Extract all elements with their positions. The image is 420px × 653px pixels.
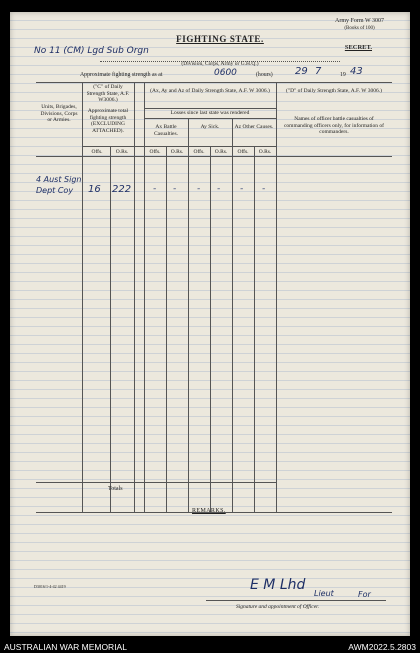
row-ax-ors: - [173, 184, 177, 194]
form-title: FIGHTING STATE. [176, 34, 264, 44]
remarks-label: REMARKS. [192, 508, 226, 514]
header-az: Az Other Causes. [234, 124, 274, 130]
col-sep-ay [188, 118, 189, 512]
header-approx-total: Approximate total fighting strength (EXCLUDING ATTACHED). [87, 108, 129, 134]
signature-line [206, 600, 386, 601]
form-sheet [10, 12, 410, 636]
col-sep-ay-inner [210, 146, 211, 512]
date-day: 29 [295, 66, 308, 77]
row-az-offs: - [240, 184, 244, 194]
sub-ay-offs: Offs. [193, 149, 205, 155]
col-sep-az-inner [254, 146, 255, 512]
division-caption: (Division, Corps, Army or G.H.Q.) [181, 61, 259, 67]
sub-ax-ors: O.Rs. [170, 149, 184, 155]
header-c: ("C" of Daily Strength State, A.F. W3006.) [86, 84, 130, 103]
header-ax: Ax Battle Casualties. [154, 124, 178, 137]
sub-ors: O.Rs. [115, 149, 129, 155]
row-unit: 4 Aust Sign Dept Coy [36, 175, 82, 195]
date-month: 7 [315, 66, 322, 77]
army-form-number: Army Form W 3007 [335, 18, 384, 24]
subheader-rule [82, 146, 276, 147]
row-ay-offs: - [197, 184, 201, 194]
col-sep-az [232, 118, 233, 512]
header-ax-group: (Ax, Ay and Az of Daily Strength State, A.F. W 3006.) [150, 88, 270, 94]
print-code: D3016/1-4-42 4419 [34, 584, 66, 589]
date-year-printed: 19 [340, 72, 346, 78]
time-value: 0600 [214, 68, 237, 78]
row-offs: 16 [88, 184, 101, 195]
table-top-rule [36, 82, 392, 83]
footer-left: AUSTRALIAN WAR MEMORIAL [4, 642, 127, 652]
strength-prefix: Approximate fighting strength as at [80, 72, 163, 78]
signature-caption: Signature and appointment of Officer. [236, 604, 320, 610]
col-sep-offs-ors [110, 146, 111, 512]
header-ay: Ay Sick. [200, 124, 220, 130]
header-units: Units, Brigades, Divisions, Corps or Armies. [40, 104, 78, 123]
secret-label: SECRET. [344, 44, 372, 51]
row-ax-offs: - [153, 184, 157, 194]
signature-rank: Lieut [314, 589, 334, 598]
totals-label: Totals [108, 486, 123, 492]
hours-label: (hours) [256, 72, 273, 78]
unit-handwritten: No 11 (CM) Lgd Sub Orgn [34, 46, 149, 56]
archive-footer [0, 638, 420, 653]
sub-offs: Offs. [91, 149, 103, 155]
date-year-handwritten: 43 [350, 66, 363, 77]
totals-rule [36, 482, 276, 483]
row-az-ors: - [262, 184, 266, 194]
row-ay-ors: - [217, 184, 221, 194]
sub-ay-ors: O.Rs. [214, 149, 228, 155]
sub-az-offs: Offs. [237, 149, 249, 155]
col-sep-d [276, 82, 277, 512]
sub-ax-offs: Offs. [149, 149, 161, 155]
books-note: (Books of 100) [344, 26, 375, 31]
header-bottom-rule [36, 156, 392, 157]
footer-right: AWM2022.5.2803 [348, 642, 416, 652]
col-sep-ax [166, 146, 167, 512]
row-ors: 222 [112, 184, 132, 195]
header-names: Names of officer battle casualties of commanding officers only, for information of commanders. [283, 116, 385, 135]
ax-group-rule [144, 108, 276, 109]
sub-az-ors: O.Rs. [258, 149, 272, 155]
signature: E M Lhd [250, 577, 306, 593]
losses-rule [144, 118, 276, 119]
header-d: ("D" of Daily Strength State, A.F. W 3006.) [286, 88, 382, 94]
signature-for: For [358, 590, 371, 599]
header-losses: Losses since last state was rendered [170, 110, 250, 116]
army-form-ref [335, 18, 384, 32]
